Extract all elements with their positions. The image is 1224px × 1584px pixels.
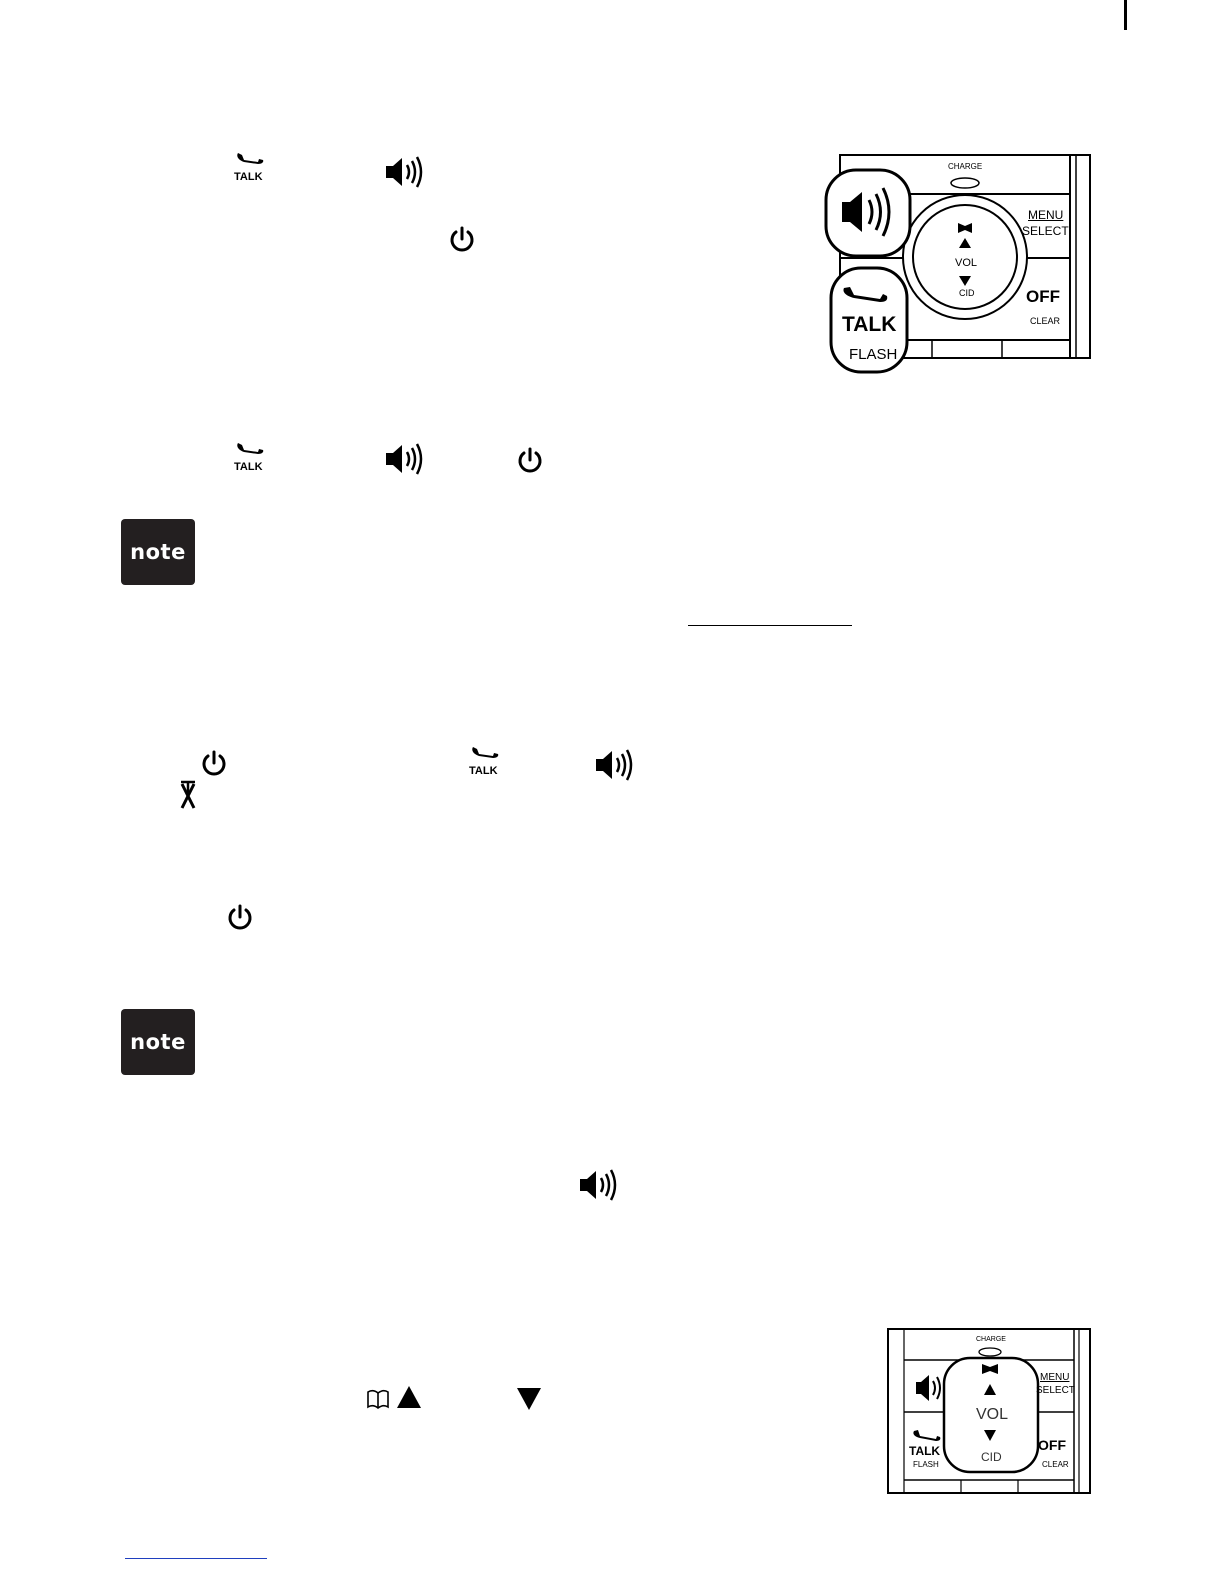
select-label: SELECT — [1036, 1385, 1075, 1396]
svg-text:TALK: TALK — [234, 171, 263, 182]
menu-label: MENU — [1040, 1372, 1070, 1383]
off-label: OFF — [1026, 287, 1060, 306]
talk-label: TALK — [909, 1444, 941, 1458]
off-label: OFF — [1038, 1437, 1066, 1453]
charge-label: CHARGE — [976, 1336, 1006, 1343]
select-label: SELECT — [1022, 224, 1069, 238]
power-icon — [226, 904, 254, 932]
note-badge: note — [121, 1009, 195, 1075]
speaker-icon — [384, 442, 424, 476]
clear-label: CLEAR — [1042, 1460, 1069, 1469]
link-underline[interactable] — [688, 625, 852, 626]
flash-label: FLASH — [913, 1460, 939, 1469]
directory-icon — [366, 1388, 390, 1415]
talk-icon — [467, 744, 503, 776]
power-icon — [516, 447, 544, 475]
handset-keypad-illustration-2 — [884, 1326, 1094, 1496]
svg-text:TALK: TALK — [234, 461, 263, 472]
speaker-icon — [578, 1168, 618, 1202]
top-rule — [1124, 0, 1127, 30]
power-icon — [448, 226, 476, 254]
speaker-icon — [594, 748, 634, 782]
power-icon — [200, 750, 228, 778]
up-arrow-icon — [396, 1385, 422, 1414]
cid-label: CID — [959, 288, 975, 298]
talk-icon — [232, 440, 268, 472]
vol-label: VOL — [976, 1406, 1009, 1423]
talk-icon — [232, 150, 268, 182]
handset-keypad-illustration-1 — [822, 150, 1094, 380]
down-arrow-icon — [516, 1387, 542, 1416]
clear-label: CLEAR — [1030, 316, 1061, 326]
cid-label: CID — [981, 1450, 1002, 1464]
charge-label: CHARGE — [948, 162, 983, 171]
speaker-icon — [384, 155, 424, 189]
vol-label: VOL — [955, 257, 978, 269]
note-badge: note — [121, 519, 195, 585]
flash-label: FLASH — [849, 346, 898, 363]
svg-text:TALK: TALK — [469, 765, 498, 776]
star-key-icon — [176, 780, 200, 815]
bottom-link-underline[interactable] — [125, 1558, 267, 1559]
talk-label: TALK — [842, 313, 897, 336]
menu-label: MENU — [1028, 208, 1064, 222]
